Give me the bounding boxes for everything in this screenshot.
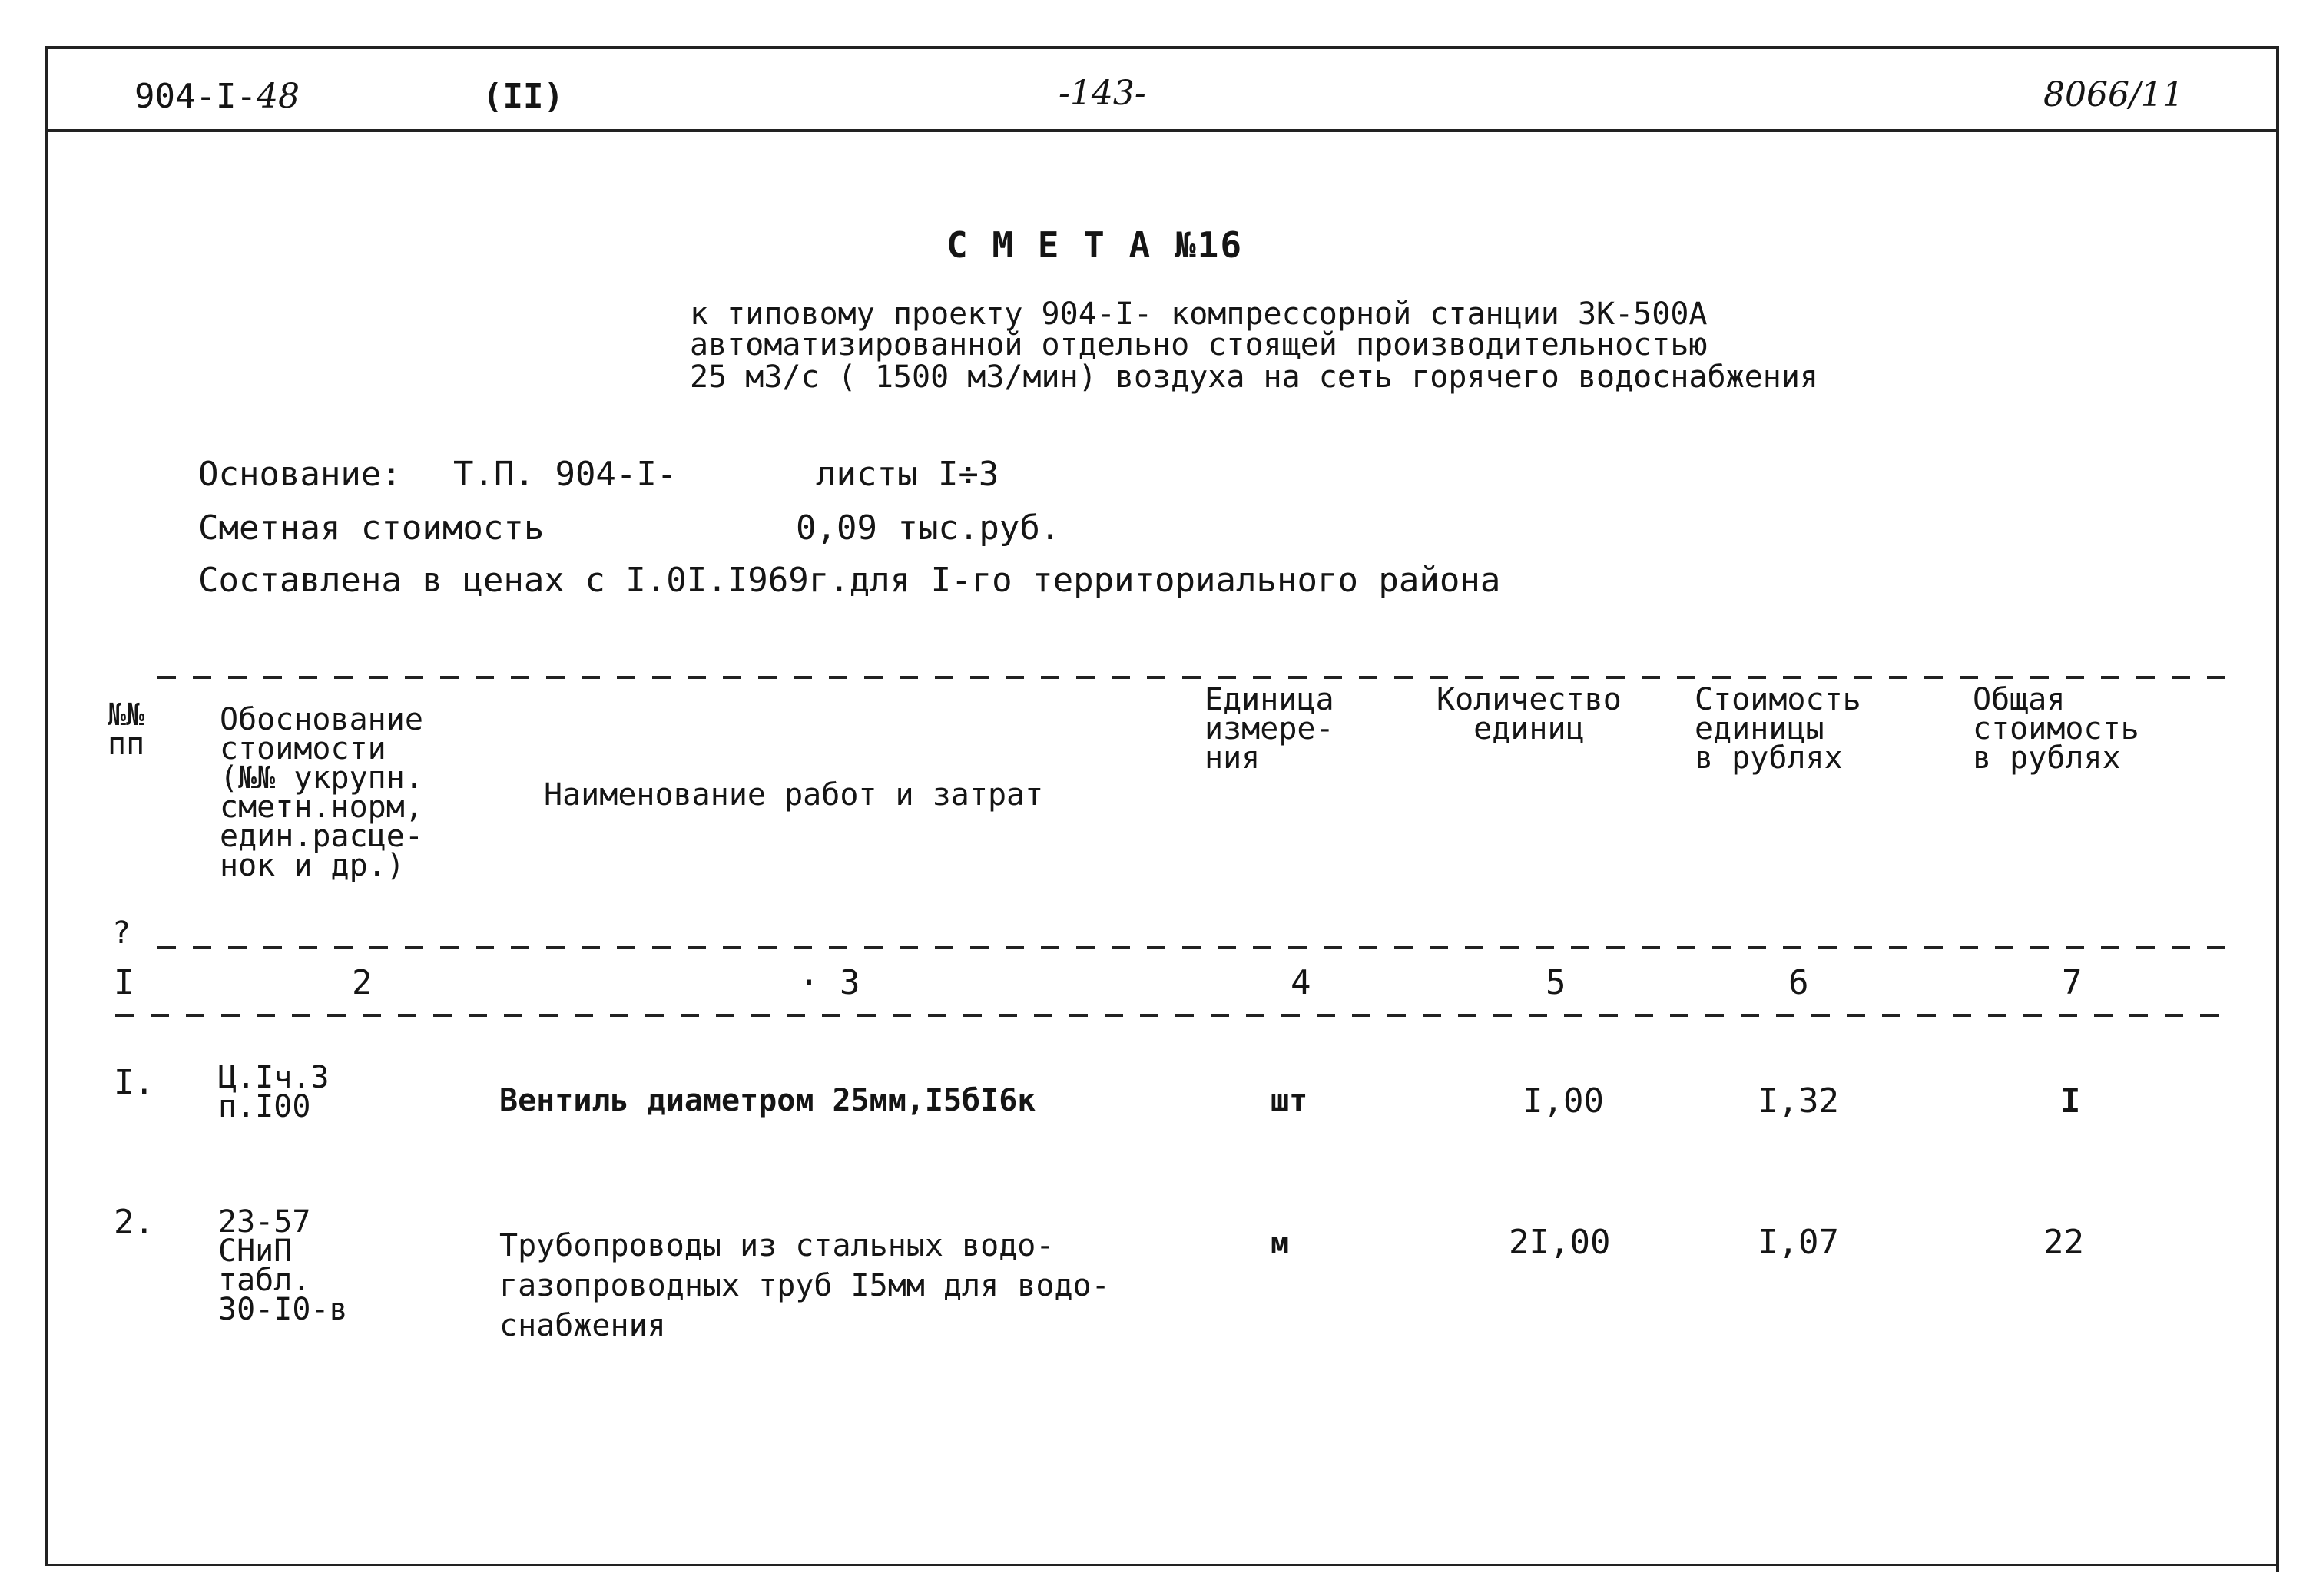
- table-top-rule: [157, 676, 2232, 679]
- estimated-cost-label: Сметная стоимость: [198, 508, 545, 548]
- row-unit: шт: [1271, 1083, 1308, 1118]
- row-total-cost: 22: [2043, 1223, 2084, 1262]
- title-line-3: 25 м3/с ( 1500 м3/мин) воздуха на сеть горячего водоснабжения: [690, 359, 1819, 395]
- row-unit-cost: I,07: [1758, 1223, 1839, 1262]
- frame-right-border: [2276, 48, 2279, 1572]
- column-number-6: 6: [1788, 963, 1809, 1002]
- page-number: -143-: [1059, 74, 1146, 113]
- compiled-prices-note: Составлена в ценах с I.0I.I969г.для I-го территориального района: [198, 561, 1501, 600]
- column-number-3: · 3: [799, 963, 860, 1002]
- header-number: №№ пп: [108, 697, 145, 762]
- row-quantity: I,00: [1523, 1081, 1604, 1121]
- project-code-handwritten: 48: [256, 77, 300, 116]
- column-number-7: 7: [2062, 963, 2083, 1002]
- project-code-text: 904-I-: [134, 77, 257, 116]
- basis-label: Основание:: [198, 455, 402, 494]
- sheet-number: 8066/11: [2043, 75, 2184, 114]
- table-header-rule: [157, 946, 2232, 949]
- volume-number: (II): [482, 77, 564, 116]
- row-basis: 23-57 СНиП табл. 30-I0-в: [218, 1204, 348, 1327]
- basis-value: Т.П. 904-I-: [453, 455, 678, 494]
- row-basis: Ц.Iч.3 п.I00: [218, 1060, 330, 1124]
- title-line-1: к типовому проекту 904-I- компрессорной станции ЗК-500А: [690, 296, 1708, 332]
- header-basis: Обоснование стоимости (№№ укрупн. сметн.норм, един.расце- нок и др.): [220, 702, 423, 883]
- frame-bottom-border: [45, 1564, 2279, 1566]
- title-line-2: автоматизированной отдельно стоящей производительностью: [690, 327, 1708, 363]
- header-unit: Единица измере- ния: [1205, 682, 1334, 776]
- row-number: I.: [114, 1063, 154, 1102]
- row-total-cost: I: [2060, 1081, 2081, 1121]
- sheets-range: листы I÷3: [816, 455, 999, 494]
- estimated-cost-value: 0,09 тыс.руб.: [796, 508, 1061, 548]
- estimate-heading: С М Е Т А №16: [946, 224, 1244, 266]
- project-code: [134, 77, 300, 116]
- row-work-name: Трубопроводы из стальных водо- газопроводных труб I5мм для водо- снабжения: [499, 1228, 1110, 1343]
- column-number-2: 2: [352, 963, 373, 1002]
- frame-header-divider: [45, 129, 2279, 132]
- header-total-cost: Общая стоимость в рублях: [1973, 682, 2139, 776]
- frame-left-border: [45, 48, 48, 1565]
- table-column-numbers-rule: [115, 1014, 2232, 1017]
- row-quantity: 2I,00: [1509, 1223, 1611, 1262]
- frame-top-border: [45, 46, 2279, 49]
- row-unit-cost: I,32: [1758, 1081, 1839, 1121]
- header-unit-cost: Стоимость единицы в рублях: [1695, 682, 1861, 776]
- header-work-name: Наименование работ и затрат: [544, 777, 1044, 813]
- column-number-5: 5: [1546, 963, 1566, 1002]
- stray-question-mark: ?: [112, 916, 131, 951]
- header-quantity: Количество единиц: [1437, 682, 1622, 747]
- row-unit: м: [1271, 1226, 1290, 1261]
- row-work-name: Вентиль диаметром 25мм,I5бI6к: [499, 1083, 1036, 1118]
- row-number: 2.: [114, 1203, 154, 1242]
- column-number-1: I: [114, 963, 134, 1002]
- column-number-4: 4: [1291, 963, 1311, 1002]
